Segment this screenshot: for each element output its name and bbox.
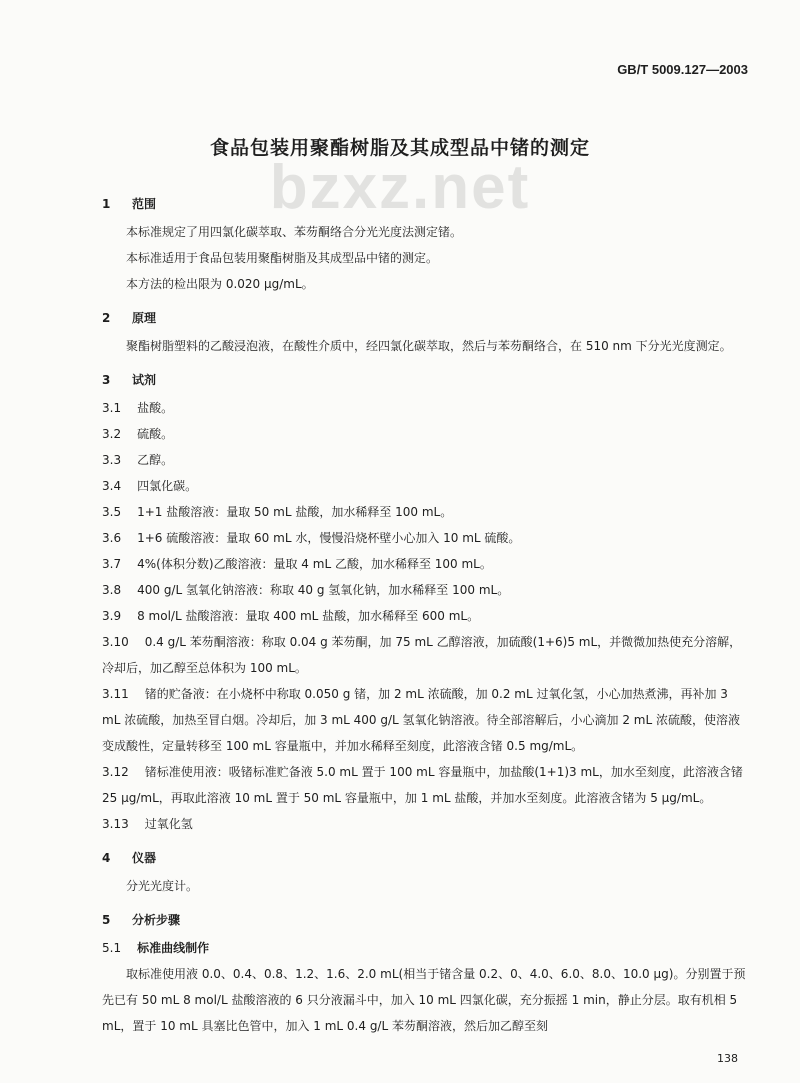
reagent-item xyxy=(0,629,800,681)
section-number: 2 xyxy=(102,311,111,325)
document-title: 食品包装用聚酯树脂及其成型品中锗的测定 xyxy=(209,137,590,159)
item-number: 3.11 xyxy=(102,687,129,701)
reagent-item xyxy=(0,473,800,499)
subsection-title: 标准曲线制作 xyxy=(137,941,210,955)
item-text: 0.4 g/L 苯芴酮溶液：称取 0.04 g 苯芴酮，加 75 mL 乙醇溶液，加硫酸(1+6)5 mL，并微微加热使充分溶解，冷却后，加乙醇至总体积为 100 mL。 xyxy=(102,635,742,675)
reagent-item xyxy=(0,525,800,551)
item-text: 1+1 盐酸溶液：量取 50 mL 盐酸，加水稀释至 100 mL。 xyxy=(137,505,453,519)
reagent-item xyxy=(0,811,800,837)
paragraph: 本标准规定了用四氯化碳萃取、苯芴酮络合分光光度法测定锗。 xyxy=(126,225,463,239)
item-number: 3.12 xyxy=(102,765,129,779)
document-body xyxy=(0,195,800,1039)
subsection-number: 5.1 xyxy=(102,941,122,955)
item-number: 3.10 xyxy=(102,635,129,649)
reagent-item xyxy=(0,447,800,473)
subsection-heading-calibration xyxy=(0,935,800,961)
section-number: 3 xyxy=(102,373,111,387)
paragraph: 分光光度计。 xyxy=(126,879,199,893)
section-title: 分析步骤 xyxy=(132,913,181,927)
item-number: 3.1 xyxy=(102,401,122,415)
reagent-item xyxy=(0,603,800,629)
section-heading-scope xyxy=(0,195,800,213)
item-number: 3.2 xyxy=(102,427,122,441)
section-heading-reagents xyxy=(0,371,800,389)
reagent-item xyxy=(0,551,800,577)
paragraph: 本方法的检出限为 0.020 μg/mL。 xyxy=(126,277,314,291)
section-heading-procedure xyxy=(0,911,800,929)
item-number: 3.13 xyxy=(102,817,129,831)
section-title: 原理 xyxy=(132,311,157,325)
page-number: 138 xyxy=(717,1052,738,1065)
item-text: 锗标准使用液：吸锗标准贮备液 5.0 mL 置于 100 mL 容量瓶中，加盐酸(1+1)3 mL，加水至刻度，此溶液含锗 25 μg/mL，再取此溶液 10 mL 置于 50 mL 容量瓶中，加 1 mL 盐酸，并加水至刻度。此溶液含锗为 5 μg/mL。 xyxy=(102,765,743,805)
section-heading-apparatus xyxy=(0,849,800,867)
section-number: 5 xyxy=(102,913,111,927)
item-number: 3.9 xyxy=(102,609,122,623)
item-number: 3.4 xyxy=(102,479,122,493)
section-number: 1 xyxy=(102,197,111,211)
section-title: 试剂 xyxy=(132,373,157,387)
standard-number: GB/T 5009.127—2003 xyxy=(617,62,748,77)
item-text: 四氯化碳。 xyxy=(137,479,198,493)
item-text: 4%(体积分数)乙酸溶液：量取 4 mL 乙酸，加水稀释至 100 mL。 xyxy=(137,557,492,571)
item-text: 400 g/L 氢氧化钠溶液：称取 40 g 氢氧化钠，加水稀释至 100 mL。 xyxy=(137,583,510,597)
paragraph: 聚酯树脂塑料的乙酸浸泡液，在酸性介质中，经四氯化碳萃取，然后与苯芴酮络合，在 510 nm 下分光光度测定。 xyxy=(126,339,732,353)
item-text: 硫酸。 xyxy=(137,427,174,441)
item-number: 3.5 xyxy=(102,505,122,519)
reagent-item xyxy=(0,681,800,759)
item-number: 3.7 xyxy=(102,557,122,571)
section-title: 范围 xyxy=(132,197,157,211)
item-text: 8 mol/L 盐酸溶液：量取 400 mL 盐酸，加水稀释至 600 mL。 xyxy=(137,609,480,623)
item-text: 1+6 硫酸溶液：量取 60 mL 水，慢慢沿烧杯壁小心加入 10 mL 硫酸。 xyxy=(137,531,521,545)
item-number: 3.8 xyxy=(102,583,122,597)
item-number: 3.6 xyxy=(102,531,122,545)
watermark: bzxz.net xyxy=(269,153,531,222)
reagent-item xyxy=(0,395,800,421)
reagent-item xyxy=(0,421,800,447)
section-heading-principle xyxy=(0,309,800,327)
reagent-item xyxy=(0,499,800,525)
item-text: 盐酸。 xyxy=(137,401,174,415)
item-text: 乙醇。 xyxy=(137,453,174,467)
item-text: 锗的贮备液：在小烧杯中称取 0.050 g 锗，加 2 mL 浓硫酸，加 0.2 mL 过氧化氢，小心加热煮沸，再补加 3 mL 浓硫酸，加热至冒白烟。冷却后，加 3 mL 400 g/L 氢氧化钠溶液。待全部溶解后，小心滴加 2 mL 浓硫酸，使溶液变成酸性，定量转移至 100 mL 容量瓶中，并加水稀释至刻度，此溶液含锗 0.5 mg/mL。 xyxy=(102,687,740,753)
section-title: 仪器 xyxy=(132,851,157,865)
reagent-item xyxy=(0,577,800,603)
paragraph: 取标准使用液 0.0、0.4、0.8、1.2、1.6、2.0 mL(相当于锗含量 0.2、0、4.0、6.0、8.0、10.0 μg)。分别置于预先已有 50 mL 8 mol/L 盐酸溶液的 6 只分液漏斗中，加入 10 mL 四氯化碳，充分振摇 1 min，静止分层。取有机相 5 mL，置于 10 mL 具塞比色管中，加入 1 mL 0.4 g/L 苯芴酮溶液，然后加乙醇至刻 xyxy=(102,967,746,1033)
paragraph: 本标准适用于食品包装用聚酯树脂及其成型品中锗的测定。 xyxy=(126,251,439,265)
section-number: 4 xyxy=(102,851,111,865)
reagent-item xyxy=(0,759,800,811)
item-text: 过氧化氢 xyxy=(144,817,193,831)
item-number: 3.3 xyxy=(102,453,122,467)
